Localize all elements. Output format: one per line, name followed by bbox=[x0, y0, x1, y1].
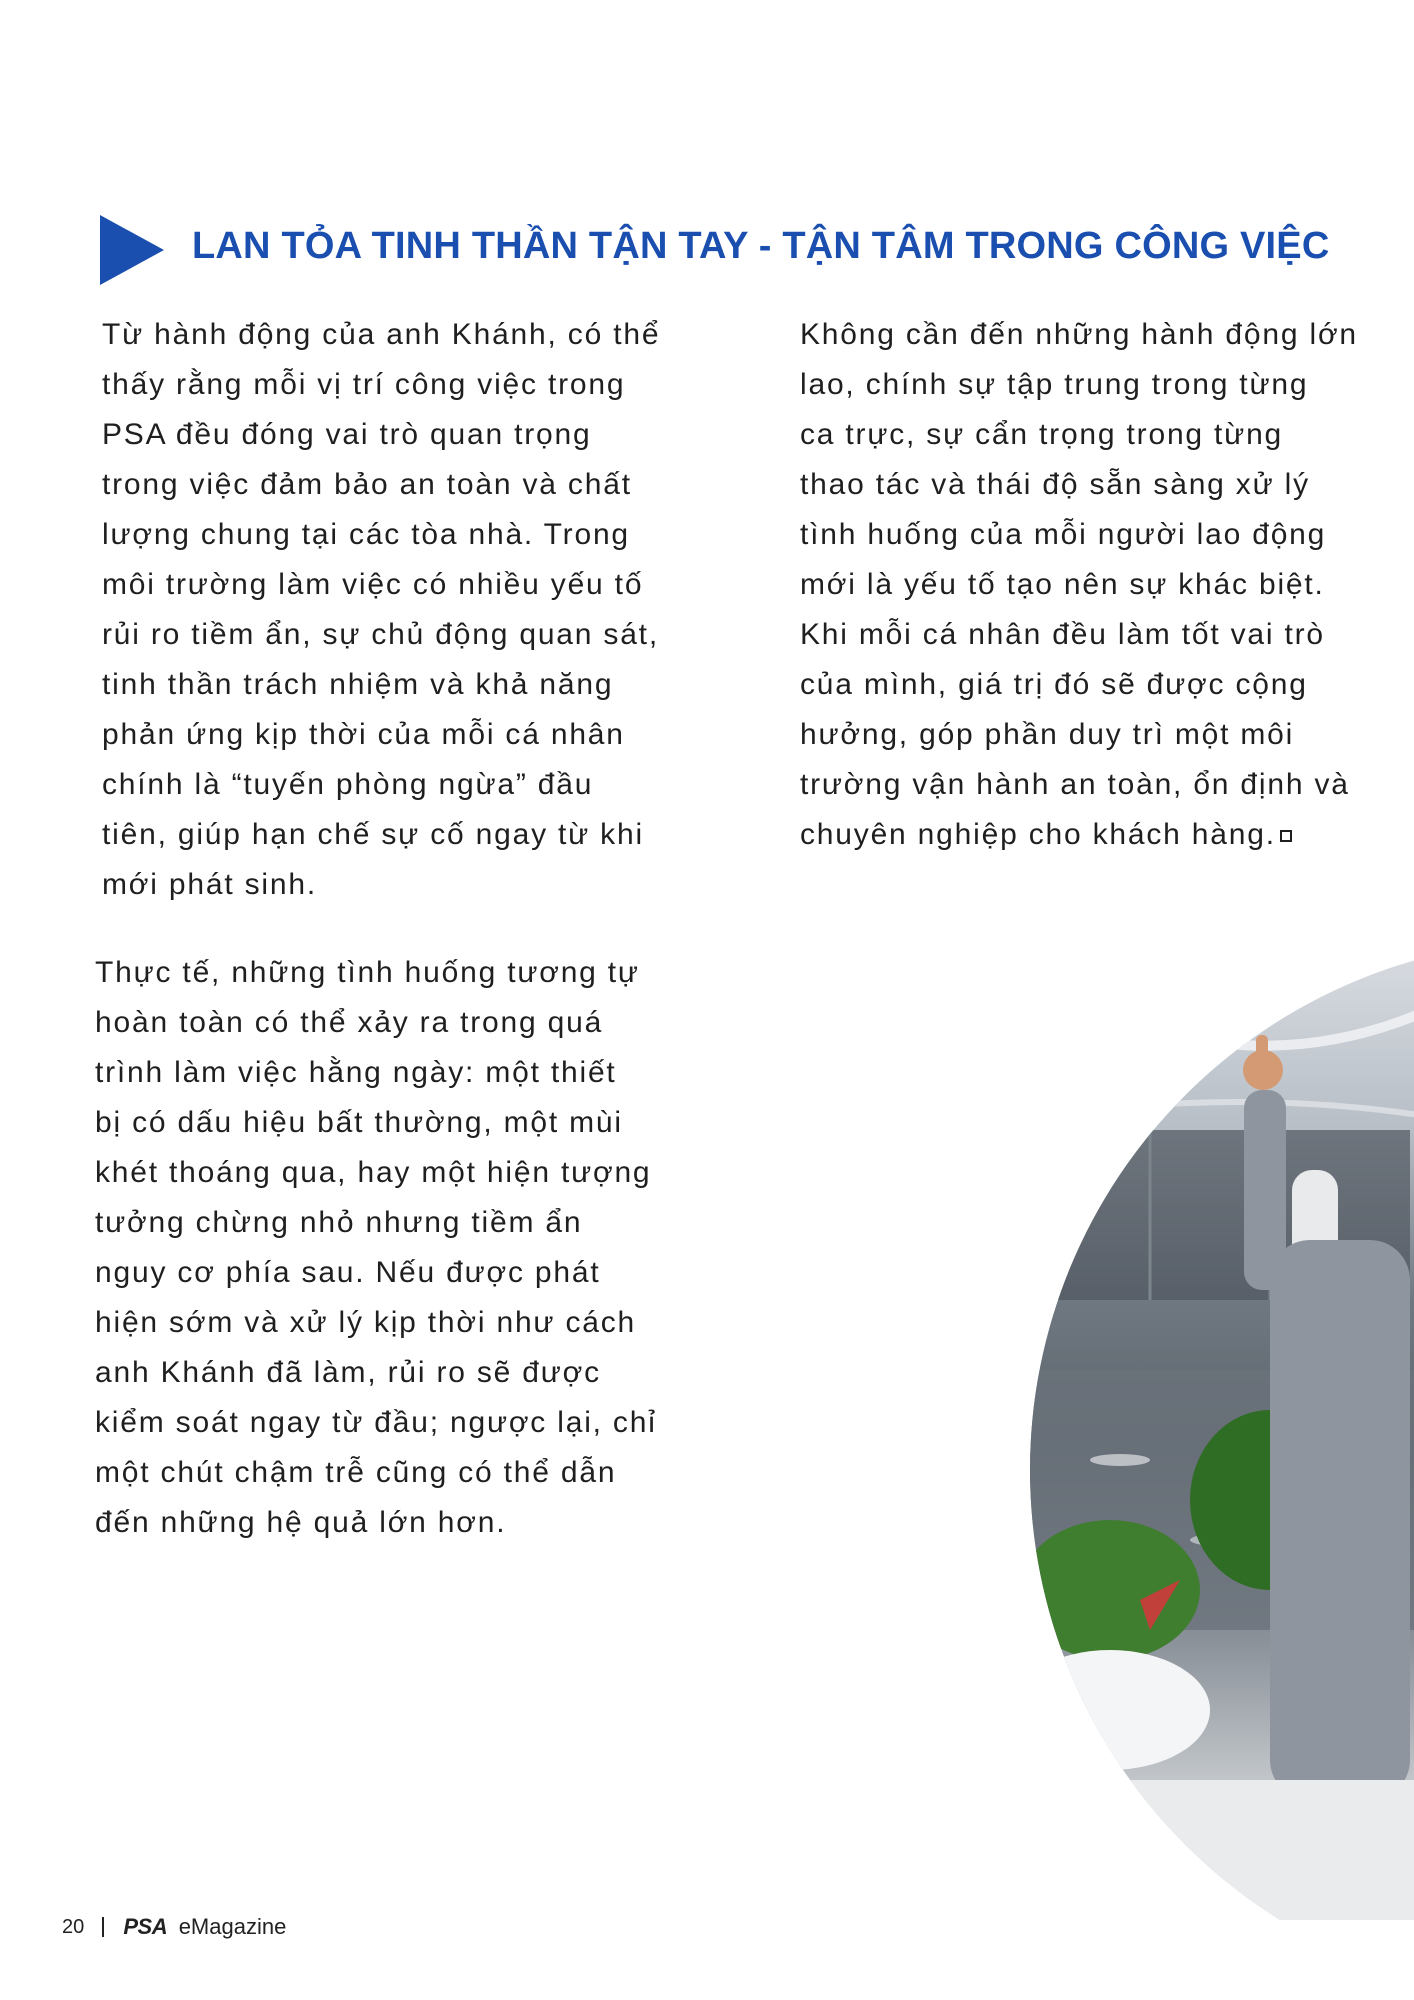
text-line: môi trường làm việc có nhiều yếu tố bbox=[102, 568, 644, 601]
section-title: LAN TỎA TINH THẦN TẬN TAY - TẬN TÂM TRONG CÔNG VIỆC bbox=[192, 225, 1330, 267]
paragraph-lines bbox=[95, 948, 695, 1548]
text-line: của mình, giá trị đó sẽ được cộng bbox=[800, 668, 1308, 701]
text-line: tưởng chừng nhỏ nhưng tiềm ẩn bbox=[95, 1206, 583, 1239]
text-line: PSA đều đóng vai trò quan trọng bbox=[102, 418, 592, 451]
footer-divider bbox=[102, 1917, 104, 1937]
text-line: một chút chậm trễ cũng có thể dẫn bbox=[95, 1456, 617, 1489]
section-heading bbox=[100, 215, 1380, 285]
square-end-icon bbox=[1280, 830, 1292, 842]
body-paragraph-3 bbox=[800, 310, 1400, 860]
text-line: mới là yếu tố tạo nên sự khác biệt. bbox=[800, 568, 1325, 601]
photo-frame bbox=[1030, 940, 1414, 1920]
text-line: tình huống của mỗi người lao động bbox=[800, 518, 1327, 551]
text-line: hưởng, góp phần duy trì một môi bbox=[800, 718, 1295, 751]
text-line: ca trực, sự cẩn trọng trong từng bbox=[800, 418, 1284, 451]
triangle-right-icon bbox=[100, 215, 164, 285]
text-line: chính là “tuyến phòng ngừa” đầu bbox=[102, 768, 594, 801]
text-line: tiên, giúp hạn chế sự cố ngay từ khi bbox=[102, 818, 644, 851]
text-line: thao tác và thái độ sẵn sàng xử lý bbox=[800, 468, 1310, 501]
text-line: nguy cơ phía sau. Nếu được phát bbox=[95, 1256, 601, 1289]
text-line: đến những hệ quả lớn hơn. bbox=[95, 1506, 507, 1539]
text-line: kiểm soát ngay từ đầu; ngược lại, chỉ bbox=[95, 1406, 657, 1439]
photo-illustration bbox=[1030, 940, 1414, 1920]
text-line: anh Khánh đã làm, rủi ro sẽ được bbox=[95, 1356, 601, 1389]
magazine-name: eMagazine bbox=[178, 1914, 287, 1939]
text-line: Không cần đến những hành động lớn bbox=[800, 318, 1358, 351]
page-footer bbox=[62, 1914, 286, 1944]
text-line: Từ hành động của anh Khánh, có thể bbox=[102, 318, 661, 351]
text-line: Khi mỗi cá nhân đều làm tốt vai trò bbox=[800, 618, 1325, 651]
paragraph-lines bbox=[102, 310, 702, 910]
text-line: lượng chung tại các tòa nhà. Trong bbox=[102, 518, 630, 551]
text-line: trường vận hành an toàn, ổn định và bbox=[800, 768, 1350, 801]
text-line: hiện sớm và xử lý kịp thời như cách bbox=[95, 1306, 637, 1339]
page-number: 20 bbox=[62, 1915, 85, 1938]
text-line: bị có dấu hiệu bất thường, một mùi bbox=[95, 1106, 623, 1139]
body-paragraph-1 bbox=[102, 310, 702, 910]
paragraph-lines bbox=[800, 310, 1400, 860]
text-line: rủi ro tiềm ẩn, sự chủ động quan sát, bbox=[102, 618, 659, 651]
text-line: chuyên nghiệp cho khách hàng. bbox=[800, 810, 1400, 860]
text-line: phản ứng kịp thời của mỗi cá nhân bbox=[102, 718, 625, 751]
text-line: hoàn toàn có thể xảy ra trong quá bbox=[95, 1006, 604, 1039]
text-line: thấy rằng mỗi vị trí công việc trong bbox=[102, 368, 626, 401]
text-line: tinh thần trách nhiệm và khả năng bbox=[102, 668, 614, 701]
text-line: Thực tế, những tình huống tương tự bbox=[95, 956, 640, 989]
text-line: trong việc đảm bảo an toàn và chất bbox=[102, 468, 632, 501]
text-line: lao, chính sự tập trung trong từng bbox=[800, 368, 1309, 401]
text-line: mới phát sinh. bbox=[102, 868, 317, 901]
brand-logo: PSA bbox=[123, 1914, 168, 1939]
body-paragraph-2 bbox=[95, 948, 695, 1548]
text-line: khét thoáng qua, hay một hiện tượng bbox=[95, 1156, 652, 1189]
worker-photo bbox=[1030, 940, 1414, 1920]
text-line: trình làm việc hằng ngày: một thiết bbox=[95, 1056, 617, 1089]
